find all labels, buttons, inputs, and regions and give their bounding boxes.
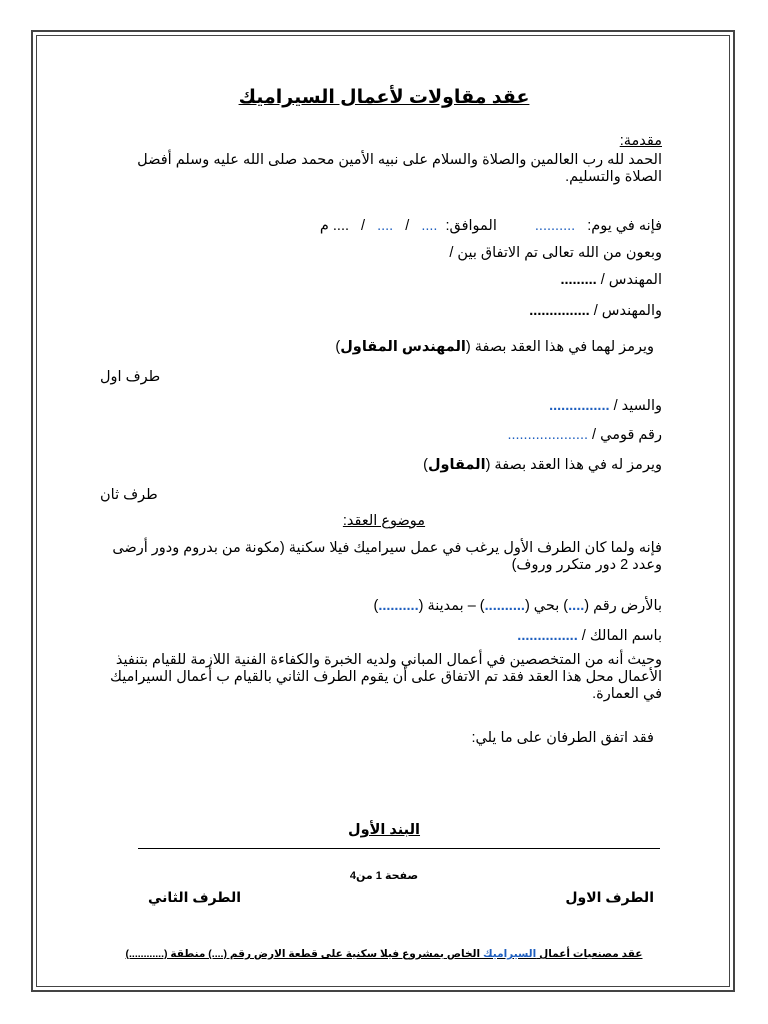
signature-first-party: الطرف الاول (565, 889, 654, 905)
date-muwafiq: الموافق: (445, 218, 497, 234)
party2-ref (423, 456, 662, 474)
land-district-blank: .......... (484, 598, 525, 614)
footer-suffix: الخاص بمشروع فيلا سكنية على قطعة الارض رقم (....) منطقة (............) (125, 948, 483, 960)
national-id-value: .................... (507, 427, 589, 443)
date-d1: .... (421, 218, 438, 234)
date-sep1: / (405, 218, 410, 234)
land-city-prefix: ) – بمدينة ( (418, 598, 485, 614)
owner-value: ............... (517, 628, 578, 644)
agreed-line: فقد اتفق الطرفان على ما يلي: (471, 730, 654, 746)
party2-ref-role: المقاول (427, 457, 486, 473)
land-suffix: ) (373, 598, 379, 614)
party1-ref (335, 338, 654, 356)
party2-ref-suffix: ) (423, 457, 428, 473)
agreement-between: وبعون من الله تعالى تم الاتفاق بين / (449, 245, 662, 261)
clause1-heading: البند الأول (347, 822, 421, 838)
land-prefix: بالأرض رقم ( (584, 598, 662, 614)
party1-label: طرف اول (100, 369, 161, 385)
footer-prefix: عقد مصنعيات أعمال (536, 948, 643, 960)
date-d2: .... (377, 218, 394, 234)
party1-ref-prefix: ويرمز لهما في هذا العقد بصفة ( (465, 339, 654, 355)
date-year: .... م (319, 218, 349, 234)
owner-label: باسم المالك / (581, 628, 662, 644)
date-line (320, 217, 662, 235)
owner-line (517, 627, 662, 645)
party2-label: طرف ثان (100, 487, 158, 503)
party1-ref-role: المهندس المقاول (340, 339, 466, 355)
intro-praise: الحمد لله رب العالمين والصلاة والسلام على نبيه الأمين محمد صلى الله عليه وسلم أفضل الصلاة والتسليم. (137, 152, 662, 185)
land-number-blank: .... (568, 598, 585, 614)
date-sep2: / (361, 218, 366, 234)
mister-line (549, 397, 662, 415)
engineer1-line (560, 271, 662, 289)
party1-ref-suffix: ) (335, 339, 341, 355)
page-number: صفحة 1 من4 (349, 870, 419, 882)
date-day-blank: .......... (534, 218, 576, 234)
engineer1-label: المهندس / (600, 272, 662, 288)
footer-line (0, 948, 768, 960)
date-prefix: فإنه في يوم: (587, 218, 662, 234)
contract-title: عقد مقاولات لأعمال السيراميك (238, 87, 530, 108)
land-district-prefix: ) بحي ( (524, 598, 569, 614)
engineer1-value: ......... (560, 272, 597, 288)
whereas-paragraph: وحيث أنه من المتخصصين في أعمال المباني ولديه الخبرة والكفاءة الفنية اللازمة للقيام بتنفيذ الأعمال محل هذا العقد فقد تم الاتفاق على أن يقوم الطرف الثاني بالقيام ب أعمال السيراميك في العمارة. (110, 652, 662, 702)
engineer2-line (529, 302, 662, 320)
land-line (373, 597, 662, 615)
subject-heading: موضوع العقد: (342, 513, 426, 529)
mister-value: ............... (549, 398, 610, 414)
signature-second-party: الطرف الثاني (148, 889, 242, 905)
engineer2-label: والمهندس / (593, 303, 662, 319)
party2-ref-prefix: ويرمز له في هذا العقد بصفة ( (485, 457, 662, 473)
subject-paragraph: فإنه ولما كان الطرف الأول يرغب في عمل سيراميك فيلا سكنية (مكونة من بدروم ودور أرضى وعدد 2 دور متكرر وروف) (112, 540, 662, 573)
national-id-line (507, 426, 662, 444)
intro-heading: مقدمة: (619, 133, 662, 149)
engineer2-value: ............... (529, 303, 590, 319)
mister-label: والسيد / (613, 398, 662, 414)
divider-line (138, 848, 660, 849)
national-id-label: رقم قومي / (592, 427, 662, 443)
footer-ceramic: السيراميك (483, 948, 537, 960)
land-city-blank: .......... (378, 598, 419, 614)
